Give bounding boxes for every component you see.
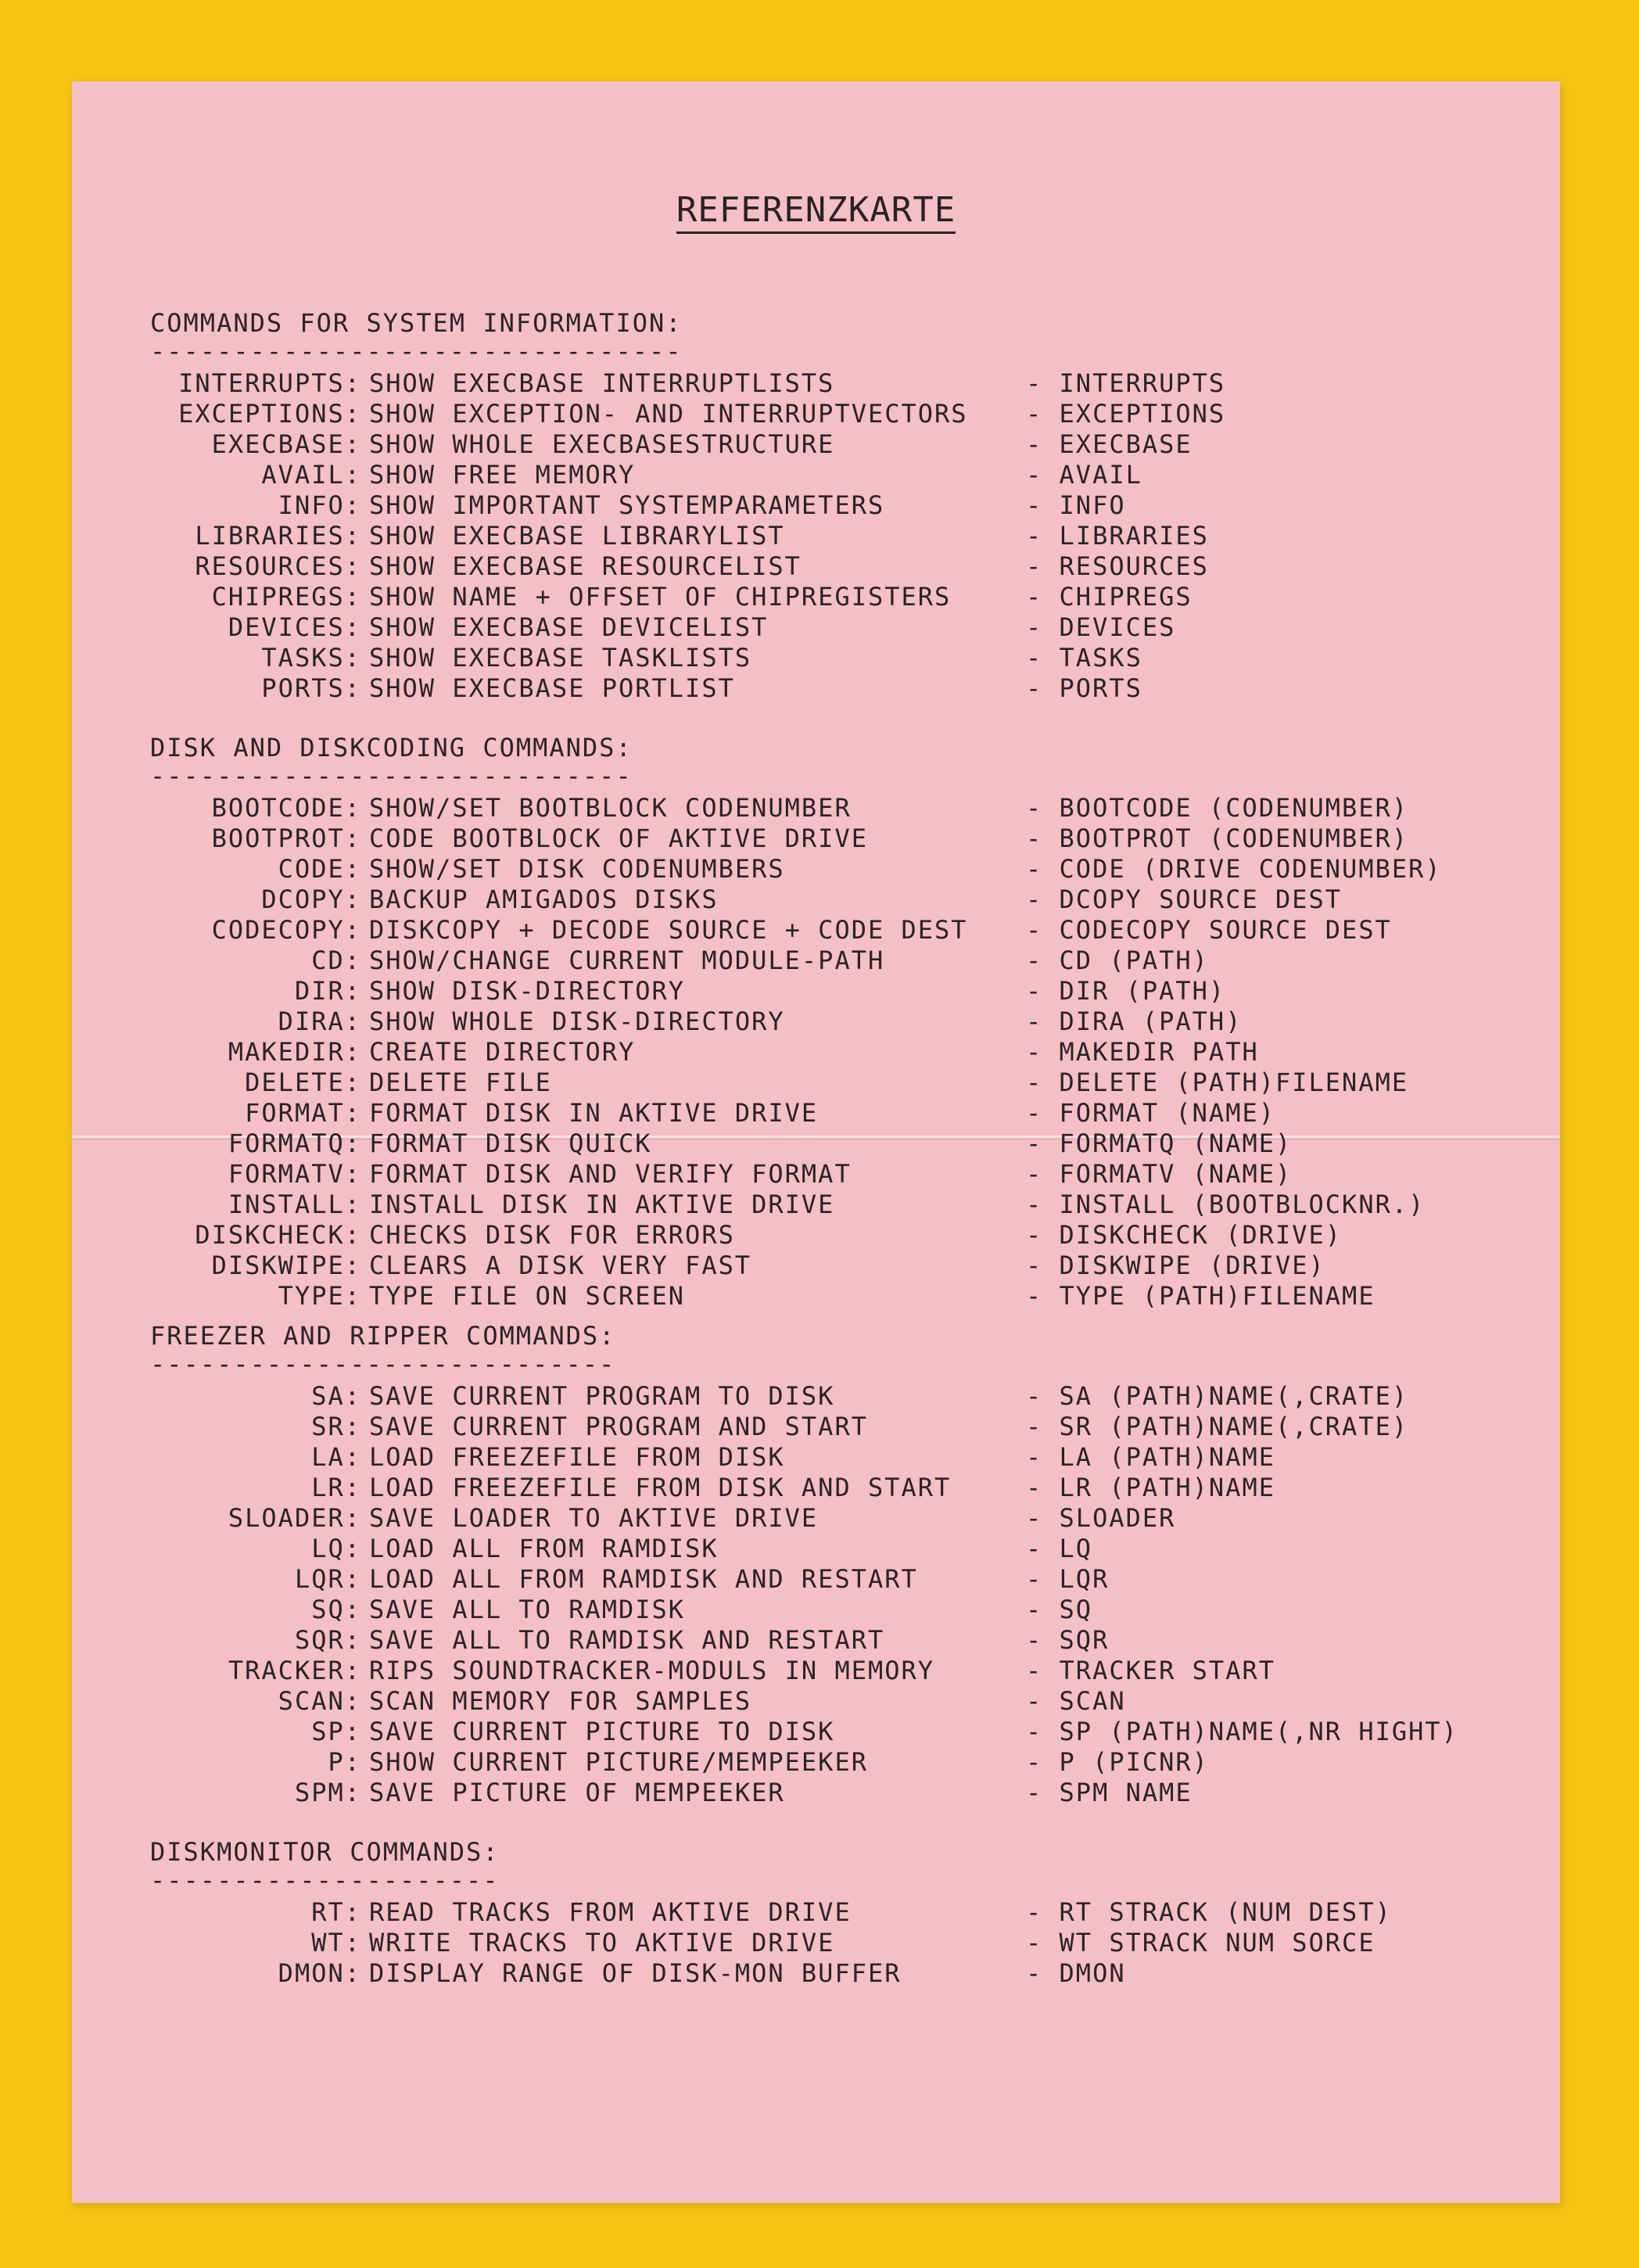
command-syntax: - DISKCHECK (DRIVE) xyxy=(1026,1220,1343,1250)
command-row xyxy=(72,643,1560,673)
command-description: TYPE FILE ON SCREEN xyxy=(369,1281,686,1311)
command-syntax: - LQ xyxy=(1026,1534,1093,1563)
command-syntax: - SPM NAME xyxy=(1026,1778,1192,1807)
command-row xyxy=(72,399,1560,429)
command-description: SCAN MEMORY FOR SAMPLES xyxy=(369,1686,752,1716)
command-description: FORMAT DISK IN AKTIVE DRIVE xyxy=(369,1098,819,1128)
command-syntax: - DEVICES xyxy=(1026,612,1176,642)
command-row xyxy=(72,1190,1560,1220)
command-row xyxy=(72,1595,1560,1625)
command-description: CREATE DIRECTORY xyxy=(369,1037,636,1067)
command-row xyxy=(72,1473,1560,1503)
command-row xyxy=(72,1037,1560,1068)
command-syntax: - FORMATQ (NAME) xyxy=(1026,1129,1293,1158)
command-row xyxy=(72,1503,1560,1534)
command-row xyxy=(72,1928,1560,1958)
command-syntax: - TYPE (PATH)FILENAME xyxy=(1026,1281,1375,1311)
command-name: DCOPY: xyxy=(261,885,361,914)
command-name: INTERRUPTS: xyxy=(178,368,361,398)
command-row xyxy=(72,1159,1560,1190)
command-description: SHOW WHOLE DISK-DIRECTORY xyxy=(369,1007,785,1036)
command-syntax: - DELETE (PATH)FILENAME xyxy=(1026,1068,1409,1097)
command-name: CODE: xyxy=(278,854,361,884)
section-heading: DISK AND DISKCODING COMMANDS: xyxy=(150,733,633,763)
command-description: SHOW EXECBASE RESOURCELIST xyxy=(369,551,802,581)
command-name: LA: xyxy=(311,1442,361,1472)
command-syntax: - CODECOPY SOURCE DEST xyxy=(1026,915,1392,945)
command-description: SHOW NAME + OFFSET OF CHIPREGISTERS xyxy=(369,582,952,612)
command-name: CODECOPY: xyxy=(211,915,361,945)
command-description: SHOW EXECBASE DEVICELIST xyxy=(369,612,769,642)
command-name: INSTALL: xyxy=(228,1190,361,1219)
command-name: PORTS: xyxy=(261,673,361,703)
command-syntax: - LA (PATH)NAME xyxy=(1026,1442,1275,1472)
section-rule: -------------------------------- xyxy=(150,336,683,366)
command-row xyxy=(72,854,1560,885)
command-name: DELETE: xyxy=(245,1068,361,1097)
command-name: AVAIL: xyxy=(261,460,361,490)
command-name: TYPE: xyxy=(278,1281,361,1311)
command-row xyxy=(72,429,1560,460)
command-description: SHOW/SET BOOTBLOCK CODENUMBER xyxy=(369,793,852,823)
command-name: RESOURCES: xyxy=(195,551,361,581)
command-description: SHOW/CHANGE CURRENT MODULE-PATH xyxy=(369,946,885,975)
command-syntax: - SCAN xyxy=(1026,1686,1126,1716)
command-description: LOAD ALL FROM RAMDISK xyxy=(369,1534,719,1563)
command-syntax: - CODE (DRIVE CODENUMBER) xyxy=(1026,854,1442,884)
command-row xyxy=(72,1686,1560,1717)
command-row xyxy=(72,1564,1560,1595)
command-syntax: - AVAIL xyxy=(1026,460,1142,490)
section-rule: ---------------------------- xyxy=(150,1349,616,1379)
command-row xyxy=(72,551,1560,582)
section-rule: --------------------- xyxy=(150,1865,500,1895)
command-syntax: - TRACKER START xyxy=(1026,1656,1275,1685)
command-syntax: - EXECBASE xyxy=(1026,429,1192,459)
command-row xyxy=(72,368,1560,399)
command-syntax: - P (PICNR) xyxy=(1026,1747,1209,1777)
command-syntax: - CHIPREGS xyxy=(1026,582,1192,612)
command-row xyxy=(72,1068,1560,1098)
command-syntax: - LQR xyxy=(1026,1564,1110,1594)
section-heading: COMMANDS FOR SYSTEM INFORMATION: xyxy=(150,308,683,338)
command-syntax: - SA (PATH)NAME(,CRATE) xyxy=(1026,1381,1409,1411)
command-name: DISKWIPE: xyxy=(211,1251,361,1280)
command-description: LOAD FREEZEFILE FROM DISK xyxy=(369,1442,785,1472)
command-name: DISKCHECK: xyxy=(195,1220,361,1250)
command-description: SHOW WHOLE EXECBASESTRUCTURE xyxy=(369,429,835,459)
command-name: SA: xyxy=(311,1381,361,1411)
command-syntax: - FORMATV (NAME) xyxy=(1026,1159,1293,1189)
command-name: P: xyxy=(328,1747,361,1777)
command-row xyxy=(72,1381,1560,1412)
command-row xyxy=(72,612,1560,643)
command-description: SHOW EXECBASE INTERRUPTLISTS xyxy=(369,368,835,398)
command-description: SHOW EXECBASE PORTLIST xyxy=(369,673,735,703)
command-name: LIBRARIES: xyxy=(195,521,361,551)
command-row xyxy=(72,1251,1560,1281)
command-name: DIRA: xyxy=(278,1007,361,1036)
command-description: RIPS SOUNDTRACKER-MODULS IN MEMORY xyxy=(369,1656,935,1685)
command-description: DISPLAY RANGE OF DISK-MON BUFFER xyxy=(369,1958,902,1988)
command-description: SHOW EXCEPTION- AND INTERRUPTVECTORS xyxy=(369,399,968,429)
command-syntax: - INFO xyxy=(1026,490,1126,520)
command-syntax: - SQ xyxy=(1026,1595,1093,1624)
command-row xyxy=(72,1098,1560,1129)
command-row xyxy=(72,490,1560,521)
command-row xyxy=(72,915,1560,946)
command-name: EXECBASE: xyxy=(211,429,361,459)
document-title xyxy=(72,190,1560,230)
command-syntax: - CD (PATH) xyxy=(1026,946,1209,975)
command-row xyxy=(72,1281,1560,1312)
command-row xyxy=(72,460,1560,490)
section-heading: DISKMONITOR COMMANDS: xyxy=(150,1837,500,1867)
command-syntax: - DIRA (PATH) xyxy=(1026,1007,1243,1036)
command-row xyxy=(72,885,1560,915)
command-row xyxy=(72,976,1560,1007)
command-name: RT: xyxy=(311,1897,361,1927)
reference-card-sheet xyxy=(72,81,1560,2203)
command-syntax: - MAKEDIR PATH xyxy=(1026,1037,1259,1067)
command-row xyxy=(72,1007,1560,1037)
command-description: SHOW CURRENT PICTURE/MEMPEEKER xyxy=(369,1747,868,1777)
command-name: LQ: xyxy=(311,1534,361,1563)
command-syntax: - SQR xyxy=(1026,1625,1110,1655)
command-name: TRACKER: xyxy=(228,1656,361,1685)
command-syntax: - BOOTCODE (CODENUMBER) xyxy=(1026,793,1409,823)
command-name: SCAN: xyxy=(278,1686,361,1716)
command-name: FORMATQ: xyxy=(228,1129,361,1158)
command-name: CHIPREGS: xyxy=(211,582,361,612)
command-syntax: - DCOPY SOURCE DEST xyxy=(1026,885,1343,914)
command-name: SP: xyxy=(311,1717,361,1746)
command-row xyxy=(72,1129,1560,1159)
command-description: DISKCOPY + DECODE SOURCE + CODE DEST xyxy=(369,915,968,945)
command-name: SQ: xyxy=(311,1595,361,1624)
command-syntax: - RESOURCES xyxy=(1026,551,1209,581)
command-name: TASKS: xyxy=(261,643,361,673)
command-syntax: - TASKS xyxy=(1026,643,1142,673)
command-description: SAVE PICTURE OF MEMPEEKER xyxy=(369,1778,785,1807)
command-description: WRITE TRACKS TO AKTIVE DRIVE xyxy=(369,1928,835,1958)
command-syntax: - LIBRARIES xyxy=(1026,521,1209,551)
command-syntax: - EXCEPTIONS xyxy=(1026,399,1226,429)
command-syntax: - INSTALL (BOOTBLOCKNR.) xyxy=(1026,1190,1426,1219)
command-row xyxy=(72,1958,1560,1989)
command-syntax: - DISKWIPE (DRIVE) xyxy=(1026,1251,1325,1280)
command-name: LR: xyxy=(311,1473,361,1502)
command-name: DEVICES: xyxy=(228,612,361,642)
command-description: SAVE CURRENT PICTURE TO DISK xyxy=(369,1717,835,1746)
command-description: DELETE FILE xyxy=(369,1068,552,1097)
title-text: REFERENZKARTE xyxy=(676,190,956,234)
command-syntax: - LR (PATH)NAME xyxy=(1026,1473,1275,1502)
command-description: CODE BOOTBLOCK OF AKTIVE DRIVE xyxy=(369,824,868,853)
command-name: WT: xyxy=(311,1928,361,1958)
command-row xyxy=(72,793,1560,824)
command-description: SAVE ALL TO RAMDISK xyxy=(369,1595,686,1624)
command-row xyxy=(72,521,1560,551)
command-description: SAVE ALL TO RAMDISK AND RESTART xyxy=(369,1625,885,1655)
command-syntax: - SR (PATH)NAME(,CRATE) xyxy=(1026,1412,1409,1441)
command-row xyxy=(72,1625,1560,1656)
command-syntax: - DIR (PATH) xyxy=(1026,976,1226,1006)
command-name: EXCEPTIONS: xyxy=(178,399,361,429)
command-description: SAVE LOADER TO AKTIVE DRIVE xyxy=(369,1503,819,1533)
command-row xyxy=(72,946,1560,976)
command-name: DMON: xyxy=(278,1958,361,1988)
command-name: INFO: xyxy=(278,490,361,520)
command-row xyxy=(72,1412,1560,1442)
command-description: BACKUP AMIGADOS DISKS xyxy=(369,885,719,914)
command-syntax: - FORMAT (NAME) xyxy=(1026,1098,1275,1128)
command-description: SHOW EXECBASE LIBRARYLIST xyxy=(369,521,785,551)
command-row xyxy=(72,1656,1560,1686)
command-row xyxy=(72,1778,1560,1808)
command-syntax: - INTERRUPTS xyxy=(1026,368,1226,398)
command-syntax: - SLOADER xyxy=(1026,1503,1176,1533)
command-name: BOOTPROT: xyxy=(211,824,361,853)
command-name: CD: xyxy=(311,946,361,975)
command-row xyxy=(72,582,1560,612)
command-description: SHOW IMPORTANT SYSTEMPARAMETERS xyxy=(369,490,885,520)
command-description: SHOW FREE MEMORY xyxy=(369,460,636,490)
command-description: INSTALL DISK IN AKTIVE DRIVE xyxy=(369,1190,835,1219)
command-syntax: - DMON xyxy=(1026,1958,1126,1988)
command-name: SPM: xyxy=(294,1778,361,1807)
command-row xyxy=(72,1534,1560,1564)
command-description: READ TRACKS FROM AKTIVE DRIVE xyxy=(369,1897,852,1927)
command-name: FORMATV: xyxy=(228,1159,361,1189)
command-syntax: - PORTS xyxy=(1026,673,1142,703)
command-row xyxy=(72,1220,1560,1251)
command-name: MAKEDIR: xyxy=(228,1037,361,1067)
command-syntax: - WT STRACK NUM SORCE xyxy=(1026,1928,1375,1958)
command-syntax: - BOOTPROT (CODENUMBER) xyxy=(1026,824,1409,853)
command-row xyxy=(72,824,1560,854)
command-name: FORMAT: xyxy=(245,1098,361,1128)
command-name: SQR: xyxy=(294,1625,361,1655)
command-syntax: - SP (PATH)NAME(,NR HIGHT) xyxy=(1026,1717,1458,1746)
section-heading: FREEZER AND RIPPER COMMANDS: xyxy=(150,1321,616,1351)
command-description: CLEARS A DISK VERY FAST xyxy=(369,1251,752,1280)
command-row xyxy=(72,1717,1560,1747)
command-name: LQR: xyxy=(294,1564,361,1594)
command-name: DIR: xyxy=(294,976,361,1006)
command-description: LOAD FREEZEFILE FROM DISK AND START xyxy=(369,1473,952,1502)
command-description: SHOW EXECBASE TASKLISTS xyxy=(369,643,752,673)
section-rule: ----------------------------- xyxy=(150,761,633,791)
command-syntax: - RT STRACK (NUM DEST) xyxy=(1026,1897,1392,1927)
command-description: SHOW DISK-DIRECTORY xyxy=(369,976,686,1006)
command-name: SR: xyxy=(311,1412,361,1441)
command-description: FORMAT DISK AND VERIFY FORMAT xyxy=(369,1159,852,1189)
command-row xyxy=(72,1442,1560,1473)
command-row xyxy=(72,673,1560,704)
command-description: FORMAT DISK QUICK xyxy=(369,1129,652,1158)
command-description: CHECKS DISK FOR ERRORS xyxy=(369,1220,735,1250)
command-description: SHOW/SET DISK CODENUMBERS xyxy=(369,854,785,884)
command-description: SAVE CURRENT PROGRAM TO DISK xyxy=(369,1381,835,1411)
command-description: LOAD ALL FROM RAMDISK AND RESTART xyxy=(369,1564,918,1594)
command-name: BOOTCODE: xyxy=(211,793,361,823)
command-row xyxy=(72,1747,1560,1778)
command-description: SAVE CURRENT PROGRAM AND START xyxy=(369,1412,868,1441)
command-name: SLOADER: xyxy=(228,1503,361,1533)
command-row xyxy=(72,1897,1560,1928)
